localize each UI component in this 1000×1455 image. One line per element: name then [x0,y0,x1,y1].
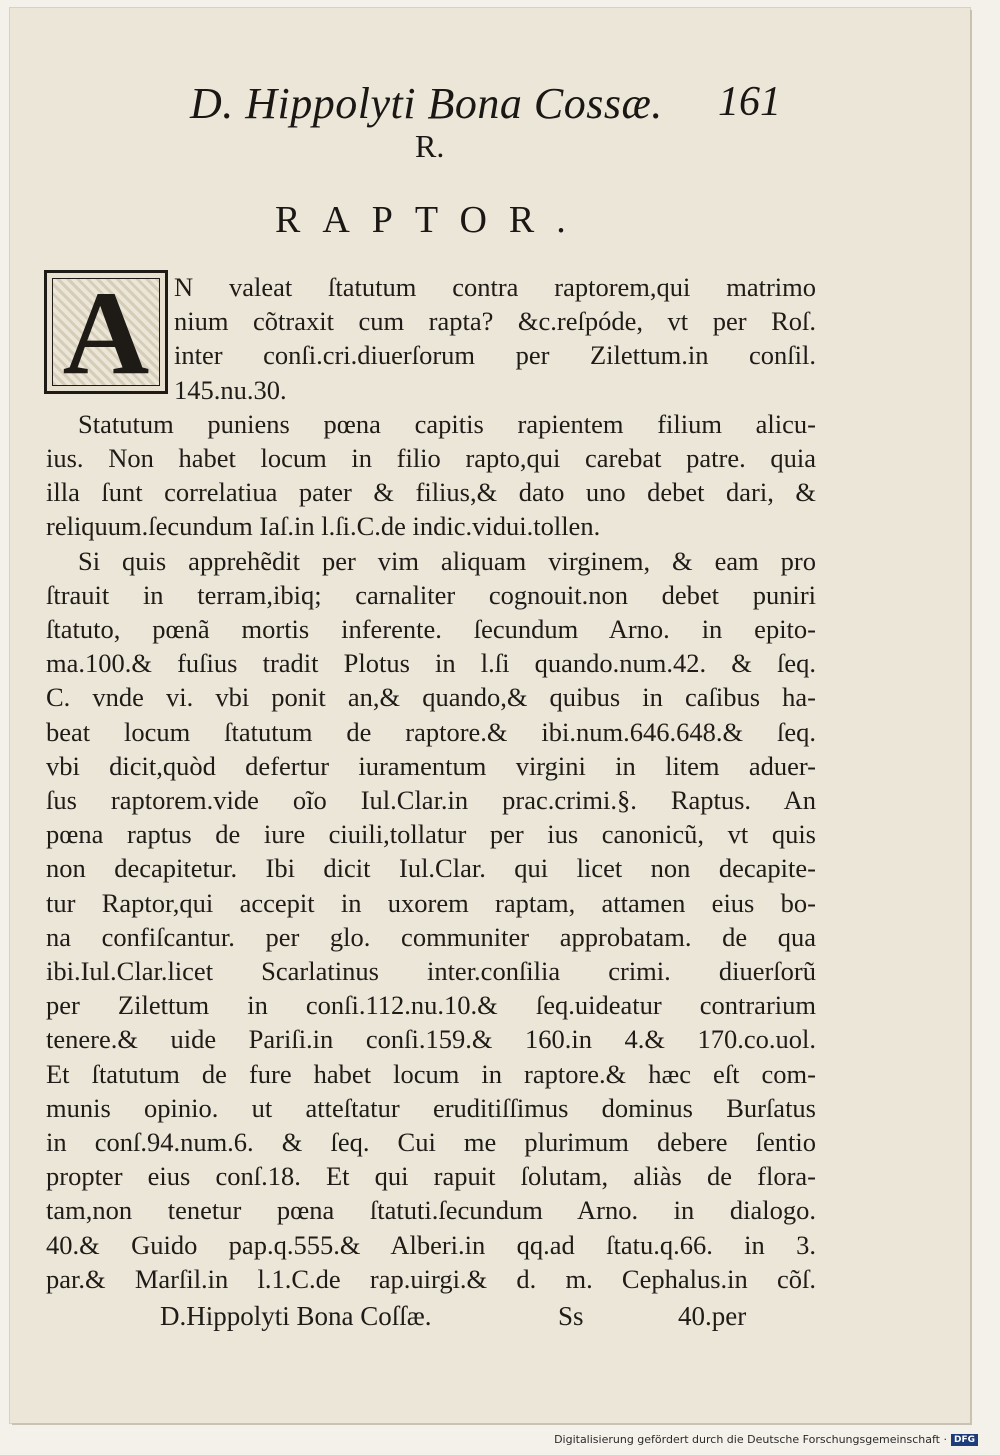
text-line: beat locum ſtatutum de raptore.& ibi.num.646.648.& ſeq. [46,716,816,747]
text-line: 40.& Guido pap.q.555.& Alberi.in qq.ad ſtatu.q.66. in 3. [46,1229,816,1260]
text-line: per Zilettum in conſi.112.nu.10.& ſeq.uideatur contrarium [46,990,816,1021]
text-line: non decapitetur. Ibi dicit Iul.Clar. qui licet non decapite- [46,853,816,884]
body-text [46,270,816,1296]
text-line: ſus raptorem.vide oĩo Iul.Clar.in prac.crimi.§. Raptus. An [46,785,816,816]
catchword: 40.per [678,1301,747,1331]
text-line: pœna raptus de iure ciuili,tollatur per ius canonicũ, vt quis [46,819,816,850]
text-line: vbi dicit,quòd defertur iuramentum virgini in litem aduer- [46,750,816,781]
text-line: nium cõtraxit cum rapta? &c.reſpóde, vt per Roſ. [174,306,816,337]
text-line: ius. Non habet locum in filio rapto,qui carebat patre. quia [46,443,816,474]
text-line: Et ſtatutum de fure habet locum in raptore.& hæc eſt com- [46,1058,816,1089]
text-line: inter conſi.cri.diuerſorum per Zilettum.in conſil. [174,340,816,371]
text-line: propter eius conſ.18. Et qui rapuit ſolutam, aliàs de flora- [46,1161,816,1192]
footer-signature: D.Hippolyti Bona Coſſæ. [160,1301,432,1331]
credit-text: Digitalisierung gefördert durch die Deutsche Forschungsgemeinschaft · [554,1433,947,1446]
text-line: C. vnde vi. vbi ponit an,& quando,& quibus in caſibus ha- [46,682,816,713]
text-line: ſtatuto, pœnã mortis inferente. ſecundum Arno. in epito- [46,614,816,645]
text-line: munis opinio. ut atteſtatur eruditiſſimus dominus Burſatus [46,1092,816,1123]
text-line: reliquum.ſecundum Iaſ.in l.ſi.C.de indic.vidui.tollen. [46,511,601,542]
text-line: tam,non tenetur pœna ſtatuti.ſecundum Arno. in dialogo. [46,1195,816,1226]
page-number: 161 [718,79,781,125]
section-letter: R. [415,128,445,164]
digitization-credit [554,1433,978,1446]
book-page [10,8,970,1423]
section-title: RAPTOR. [275,199,588,241]
text-line: 145.nu.30. [174,374,287,405]
text-line: Statutum puniens pœna capitis rapientem filium alicu- [78,408,816,439]
text-line: ibi.Iul.Clar.licet Scarlatinus inter.conſilia crimi. diuerſorũ [46,956,816,987]
text-line: Si quis apprehẽdit per vim aliquam virginem, & eam pro [78,545,816,576]
text-line: illa ſunt correlatiua pater & filius,& dato uno debet dari, & [46,477,816,508]
text-line: na confiſcantur. per glo. communiter approbatam. de qua [46,921,816,952]
dfg-logo: DFG [951,1434,978,1446]
text-line: ma.100.& fuſius tradit Plotus in l.ſi quando.num.42. & ſeq. [46,648,816,679]
initial-letter: A [62,278,150,386]
quire-mark: Ss [558,1301,584,1331]
text-line: par.& Marſil.in l.1.C.de rap.uirgi.& d. m. Cephalus.in cõſ. [46,1263,816,1294]
running-head: D. Hippolyti Bona Cossæ. [190,79,663,128]
text-line: tenere.& uide Pariſi.in conſi.159.& 160.in 4.& 170.co.uol. [46,1024,816,1055]
text-line: ſtrauit in terram,ibiq; carnaliter cognouit.non debet puniri [46,579,816,610]
text-line: tur Raptor,qui accepit in uxorem raptam, attamen eius bo- [46,887,816,918]
page-header [10,78,970,138]
text-line: N valeat ſtatutum contra raptorem,qui matrimo [174,272,816,302]
text-line: in conſ.94.num.6. & ſeq. Cui me plurimum debere ſentio [46,1127,816,1158]
